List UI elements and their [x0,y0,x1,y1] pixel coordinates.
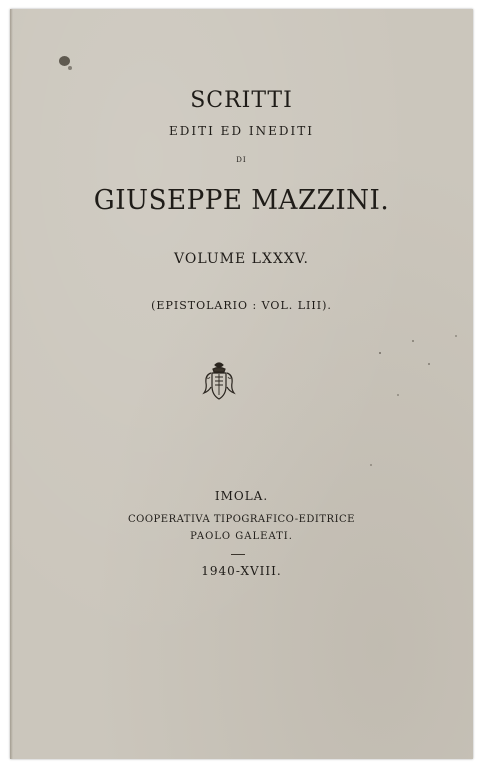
imprint-printer: PAOLO GALEATI. [190,531,293,542]
foxing-stain [455,335,457,337]
imprint-year: 1940-XVIII. [201,564,282,578]
foxing-stain [379,352,381,354]
foxing-stain [397,394,399,396]
book-cover [10,9,473,759]
imprint-city: IMOLA. [214,489,269,503]
cover-volume: VOLUME LXXXV. [174,251,309,267]
cover-series: (EPISTOLARIO : VOL. LIII). [151,299,332,312]
foxing-stain [68,66,72,70]
cover-connector: DI [236,156,247,164]
foxing-stain [412,340,414,342]
foxing-stain [59,56,70,66]
imprint-divider [231,554,245,555]
imprint-publisher: COOPERATIVA TIPOGRAFICO-EDITRICE [128,514,355,525]
heraldic-crest-icon [202,361,236,401]
foxing-stain [428,363,430,365]
cover-author: GIUSEPPE MAZZINI. [93,185,390,216]
foxing-stain [370,464,372,466]
cover-title: SCRITTI [190,88,293,113]
page-edge-shadow [10,9,13,759]
cover-subtitle: EDITI ED INEDITI [169,124,314,138]
